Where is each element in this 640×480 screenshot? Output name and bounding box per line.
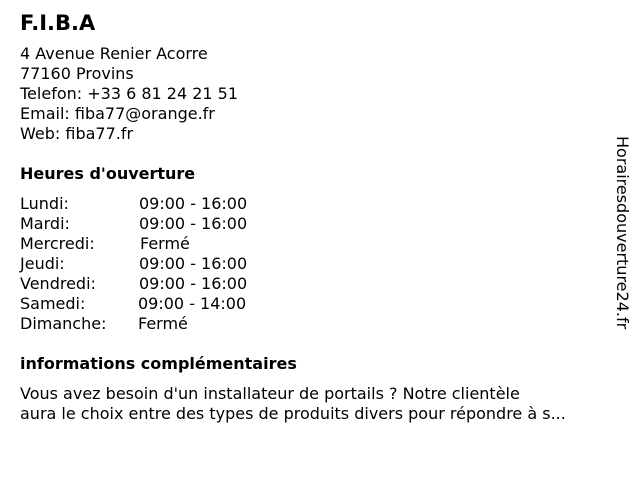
day-label: Lundi: xyxy=(20,194,69,213)
time-value: Fermé xyxy=(138,314,188,333)
hours-heading: Heures d'ouverture xyxy=(20,164,196,183)
day-label: Mercredi: xyxy=(20,234,95,253)
description-text xyxy=(20,384,620,424)
day-label: Samedi: xyxy=(20,294,86,313)
time-value: Fermé xyxy=(140,234,190,253)
city-address: 77160 Provins xyxy=(20,64,134,83)
day-label: Mardi: xyxy=(20,214,70,233)
description-line: aura le choix entre des types de produits divers pour répondre à s... xyxy=(20,404,566,423)
website: Web: fiba77.fr xyxy=(20,124,134,143)
day-label: Vendredi: xyxy=(20,274,96,293)
time-value: 09:00 - 16:00 xyxy=(139,214,248,233)
address-block xyxy=(20,44,238,144)
description-line: Vous avez besoin d'un installateur de portails ? Notre clientèle xyxy=(20,384,520,403)
watermark-text: Horairesdouverture24.fr xyxy=(613,136,632,330)
info-heading: informations complémentaires xyxy=(20,354,297,373)
day-label: Dimanche: xyxy=(20,314,107,333)
time-value: 09:00 - 16:00 xyxy=(139,194,248,213)
street-address: 4 Avenue Renier Acorre xyxy=(20,44,208,63)
phone-number: Telefon: +33 6 81 24 21 51 xyxy=(20,84,239,103)
time-value: 09:00 - 16:00 xyxy=(139,254,248,273)
email-address: Email: fiba77@orange.fr xyxy=(20,104,215,123)
time-value: 09:00 - 14:00 xyxy=(138,294,247,313)
day-label: Jeudi: xyxy=(20,254,65,273)
company-name: F.I.B.A xyxy=(20,11,96,35)
time-value: 09:00 - 16:00 xyxy=(139,274,248,293)
